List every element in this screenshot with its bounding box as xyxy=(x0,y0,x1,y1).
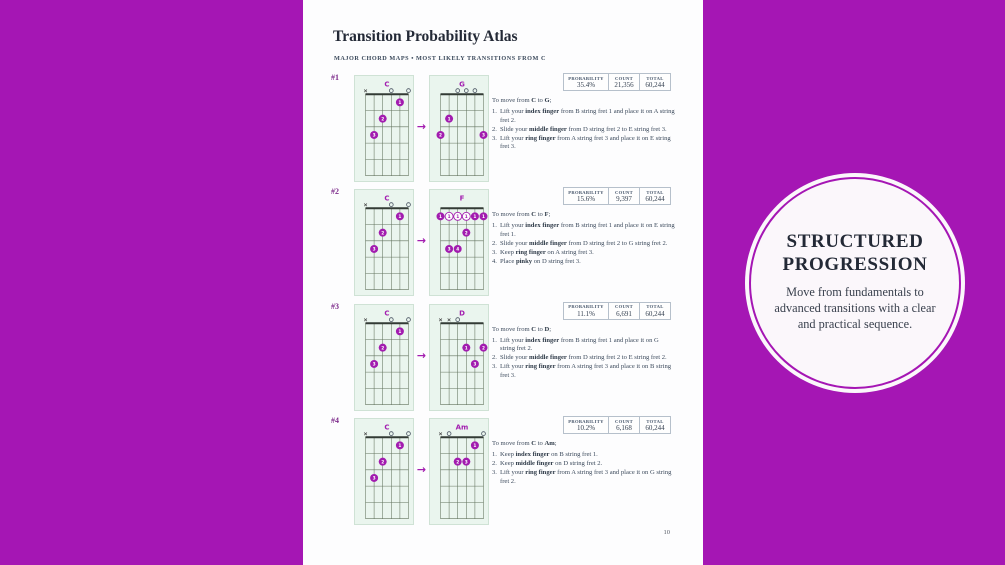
chord-diagram-from xyxy=(354,75,414,182)
step-item: 4. Place pinky on D string fret 3. xyxy=(492,258,581,266)
section-rank: #1 xyxy=(331,73,339,82)
stat-total-value: 60,244 xyxy=(645,81,665,89)
svg-text:1: 1 xyxy=(398,329,402,335)
svg-text:3: 3 xyxy=(372,476,376,482)
stat-probability-header: PROBABILITY xyxy=(568,304,604,310)
transition-section xyxy=(331,413,677,527)
step-item: 3. Keep ring finger on A string fret 3. xyxy=(492,249,594,257)
svg-text:×: × xyxy=(363,203,368,210)
svg-text:2: 2 xyxy=(381,346,385,352)
page-number: 10 xyxy=(663,529,670,536)
svg-text:G: G xyxy=(459,80,465,89)
badge-title: STRUCTURED PROGRESSION xyxy=(782,231,928,276)
section-rank: #2 xyxy=(331,187,339,197)
stat-count-header: COUNT xyxy=(614,418,634,424)
transition-arrow-icon: → xyxy=(416,463,427,477)
svg-text:1: 1 xyxy=(473,444,477,450)
step-item: 3. Lift your ring finger from A string fret 3 and place it on E string fret 3. xyxy=(492,134,671,151)
stat-probability-value: 35.4% xyxy=(576,81,596,89)
stat-total xyxy=(639,73,671,91)
svg-text:2: 2 xyxy=(464,231,468,237)
stat-probability xyxy=(563,302,609,320)
step-item: 1. Lift your index finger from B string fret 1 and place it on A string fret 2. xyxy=(492,108,675,124)
stat-total-header: TOTAL xyxy=(646,75,664,81)
svg-text:2: 2 xyxy=(439,133,442,139)
svg-text:Am: Am xyxy=(455,423,469,432)
purple-band-left xyxy=(0,0,303,565)
step-item: 2. Slide your middle finger from D string fret 2 to E string fret 2. xyxy=(492,354,667,362)
transition-instructions xyxy=(492,440,675,487)
step-item: 1. Keep index finger on B string fret 1. xyxy=(492,451,598,459)
svg-text:1: 1 xyxy=(398,215,402,221)
chord-diagram-from xyxy=(354,189,414,296)
stat-total-value: 60,244 xyxy=(645,195,665,204)
chord-diagram-to xyxy=(429,189,489,296)
svg-text:1: 1 xyxy=(439,215,442,221)
svg-text:1: 1 xyxy=(473,215,477,221)
svg-text:F: F xyxy=(459,194,465,203)
stat-count-value: 9,397 xyxy=(616,195,632,204)
transition-sections xyxy=(331,70,677,528)
svg-text:C: C xyxy=(384,309,390,318)
svg-text:3: 3 xyxy=(372,247,376,253)
stats-table xyxy=(563,73,671,91)
step-item: 1. Lift your index finger from B string fret 1 and place it on G string fret 2. xyxy=(492,336,659,353)
stat-probability-value: 10.2% xyxy=(576,424,596,433)
svg-text:1: 1 xyxy=(464,215,468,221)
svg-text:3: 3 xyxy=(372,362,376,368)
svg-text:1: 1 xyxy=(398,444,402,450)
transition-section xyxy=(331,184,677,298)
svg-text:×: × xyxy=(438,317,443,324)
stats-table xyxy=(563,187,671,205)
step-item: 2. Slide your middle finger from D string fret 2 to G string fret 2. xyxy=(492,239,668,247)
stat-count-header: COUNT xyxy=(614,75,634,81)
step-item: 3. Lift your ring finger from A string fret 3 and place it on G string fret 2. xyxy=(492,469,672,485)
stat-count xyxy=(608,73,640,91)
svg-text:3: 3 xyxy=(447,247,451,253)
step-item: 3. Lift your ring finger from A string fret 3 and place it on B string fret 3. xyxy=(492,363,672,379)
transition-intro: To move from C to G; xyxy=(492,97,552,104)
stat-count-value: 6,168 xyxy=(616,424,632,433)
transition-intro: To move from C to D; xyxy=(492,325,552,333)
svg-text:×: × xyxy=(363,88,368,95)
transition-steps xyxy=(492,337,675,381)
transition-steps xyxy=(492,451,675,486)
stat-count-value: 21,356 xyxy=(614,81,634,89)
stat-probability xyxy=(563,416,609,434)
stats-table xyxy=(563,416,671,434)
step-item: 1. Lift your index finger from B string fret 1 and place it on E string fret 1. xyxy=(492,222,675,238)
transition-arrow-icon: → xyxy=(416,120,427,133)
stat-count xyxy=(608,187,640,205)
stat-count xyxy=(608,416,640,434)
page-title: Transition Probability Atlas xyxy=(333,28,518,45)
stat-probability-header: PROBABILITY xyxy=(568,189,604,195)
stat-total-value: 60,244 xyxy=(645,424,665,433)
svg-text:×: × xyxy=(363,317,368,324)
svg-text:1: 1 xyxy=(456,215,460,221)
svg-text:3: 3 xyxy=(464,460,468,466)
transition-instructions xyxy=(492,211,675,267)
stat-total-value: 60,244 xyxy=(645,309,665,318)
section-rank: #3 xyxy=(331,301,339,311)
stat-probability-value: 11.1% xyxy=(577,309,595,318)
stat-probability-header: PROBABILITY xyxy=(568,75,604,81)
transition-steps xyxy=(492,222,675,266)
svg-text:D: D xyxy=(459,309,465,318)
step-item: 2. Slide your middle finger from D string fret 2 to E string fret 3. xyxy=(492,125,667,133)
svg-text:2: 2 xyxy=(381,460,385,466)
stat-total-header: TOTAL xyxy=(646,418,664,424)
transition-arrow-icon: → xyxy=(416,348,427,362)
transition-intro: To move from C to F; xyxy=(492,211,551,219)
chord-diagram-to xyxy=(429,75,489,182)
svg-text:2: 2 xyxy=(482,346,485,352)
stat-count-header: COUNT xyxy=(614,304,634,310)
svg-text:1: 1 xyxy=(464,346,468,352)
chord-diagram-from xyxy=(354,418,414,525)
stat-probability xyxy=(563,73,609,91)
section-rank: #4 xyxy=(331,416,339,426)
chord-diagram-from xyxy=(354,304,414,411)
chord-diagram-to xyxy=(429,418,489,525)
stat-count xyxy=(608,302,640,320)
step-item: 2. Keep middle finger on D string fret 2. xyxy=(492,460,603,468)
transition-instructions xyxy=(492,326,675,381)
svg-text:3: 3 xyxy=(473,362,477,368)
transition-instructions xyxy=(492,97,675,152)
svg-text:C: C xyxy=(384,80,390,89)
svg-text:1: 1 xyxy=(482,215,485,221)
structured-progression-badge xyxy=(745,173,965,393)
svg-text:2: 2 xyxy=(456,460,460,466)
svg-text:C: C xyxy=(384,194,390,203)
stat-count-header: COUNT xyxy=(614,189,634,195)
stat-total-header: TOTAL xyxy=(646,189,664,195)
svg-text:C: C xyxy=(384,423,390,432)
stat-total-header: TOTAL xyxy=(646,304,664,310)
svg-text:3: 3 xyxy=(482,133,485,139)
transition-section xyxy=(331,299,677,413)
transition-section xyxy=(331,70,677,184)
stats-table xyxy=(563,302,671,320)
stat-probability-value: 15.6% xyxy=(576,195,596,204)
transition-arrow-icon: → xyxy=(416,234,427,248)
svg-text:1: 1 xyxy=(447,117,451,123)
svg-text:2: 2 xyxy=(381,231,385,237)
badge-body: Move from fundamentals to advanced transitions with a clear and practical sequence. xyxy=(774,285,936,331)
svg-text:×: × xyxy=(438,431,443,438)
stat-probability-header: PROBABILITY xyxy=(568,418,604,424)
chord-diagram-to xyxy=(429,304,489,411)
svg-text:4: 4 xyxy=(456,247,460,253)
svg-text:1: 1 xyxy=(398,100,402,106)
stat-total xyxy=(639,187,671,205)
svg-text:2: 2 xyxy=(381,117,385,123)
stat-total xyxy=(639,416,671,434)
transition-intro: To move from C to Am; xyxy=(492,440,557,448)
transition-steps xyxy=(492,108,675,152)
page-subtitle: MAJOR CHORD MAPS • MOST LIKELY TRANSITIONS FROM C xyxy=(334,55,547,62)
stat-count-value: 6,691 xyxy=(616,309,632,318)
stat-probability xyxy=(563,187,609,205)
svg-text:1: 1 xyxy=(447,215,451,221)
svg-text:3: 3 xyxy=(372,133,376,139)
svg-text:×: × xyxy=(363,431,368,438)
stat-total xyxy=(639,302,671,320)
svg-text:×: × xyxy=(446,317,452,324)
document-page xyxy=(303,0,703,565)
